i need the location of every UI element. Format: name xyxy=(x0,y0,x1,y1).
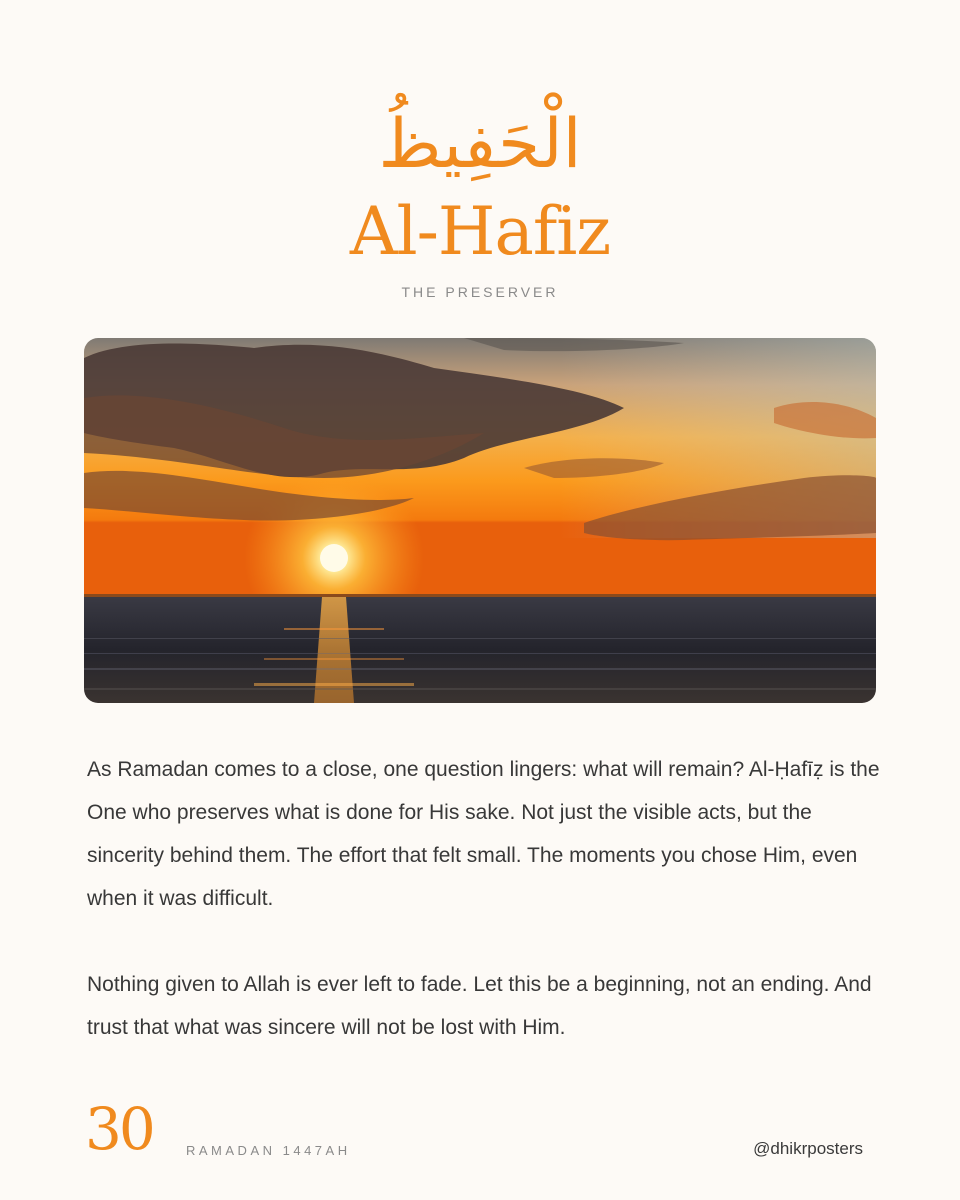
paragraph-2: Nothing given to Allah is ever left to fade. Let this be a beginning, not an ending. And trust that what was sincere will not be lost with Him. xyxy=(87,973,872,1039)
day-number: 30 xyxy=(85,1095,153,1163)
social-handle: @dhikrposters xyxy=(753,1139,863,1158)
reflection-text xyxy=(87,748,887,1092)
paragraph-1: As Ramadan comes to a close, one question lingers: what will remain? Al-Ḥafīẓ is the One who preserves what is done for His sake. Not just the visible acts, but the sincerity behind them. The effort that felt small. The moments you chose Him, even when it was difficult. xyxy=(87,758,880,910)
sunset-over-sea-image xyxy=(84,338,876,703)
name-transliteration: Al-Hafiz xyxy=(349,193,611,270)
arabic-name: الْحَفِيظُ xyxy=(378,105,582,184)
sunset-photo xyxy=(84,338,876,703)
month-label: RAMADAN 1447AH xyxy=(186,1143,351,1158)
name-meaning: THE PRESERVER xyxy=(401,284,559,300)
